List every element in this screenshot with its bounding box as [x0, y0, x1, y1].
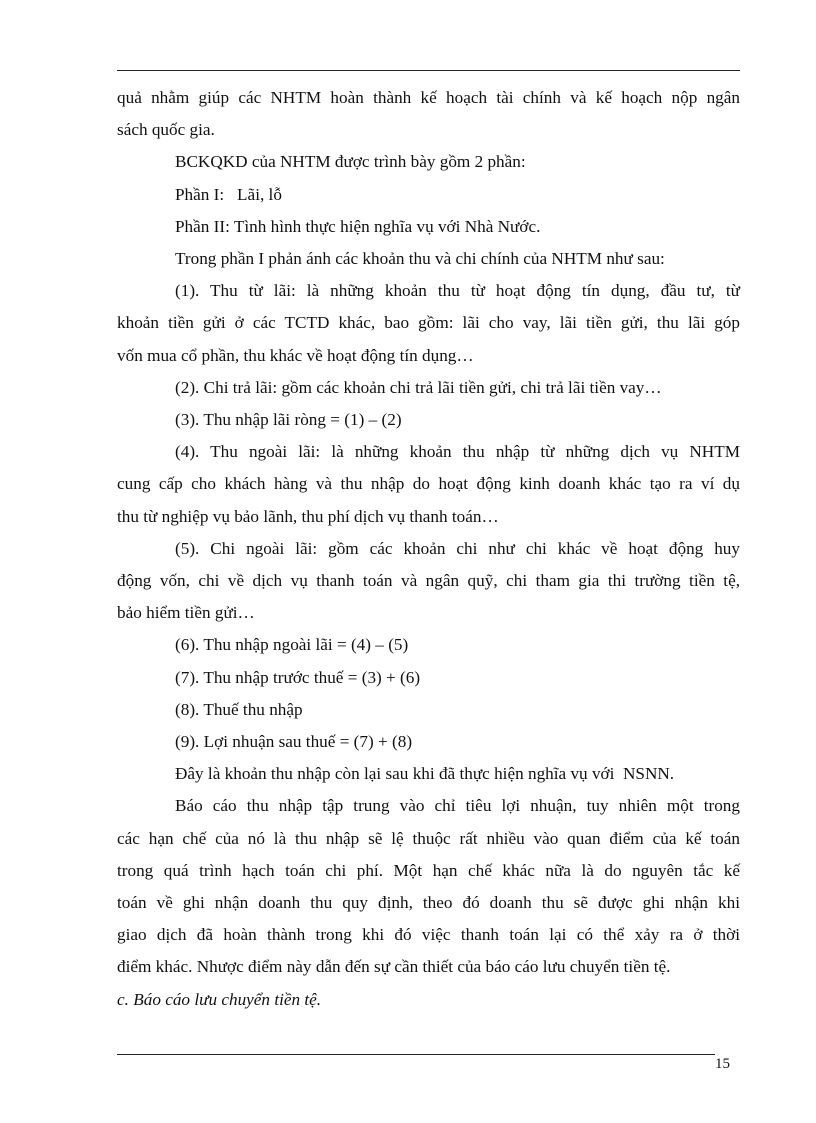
text-line: điểm khác. Nhược điểm này dẫn đến sự cần thiết của báo cáo lưu chuyển tiền tệ. [117, 957, 671, 977]
text-line: Phần I: Lãi, lỗ [175, 184, 282, 204]
text-line: Báo cáo thu nhập tập trung vào chỉ tiêu lợi nhuận, tuy nhiên một trong [175, 796, 740, 816]
text-line: Trong phần I phản ánh các khoản thu và chi chính của NHTM như sau: [175, 249, 665, 269]
text-line: động vốn, chi về dịch vụ thanh toán và ngân quỹ, chi tham gia thi trường tiền tệ, [117, 571, 740, 591]
text-line: cung cấp cho khách hàng và thu nhập do hoạt động kinh doanh khác tạo ra ví dụ [117, 474, 740, 494]
section-heading: c. Báo cáo lưu chuyển tiền tệ. [117, 989, 322, 1009]
text-line: giao dịch đã hoàn thành trong khi đó việc thanh toán lại có thể xảy ra ở thời [117, 925, 740, 945]
text-line: (6). Thu nhập ngoài lãi = (4) – (5) [175, 635, 409, 655]
page-body [117, 82, 740, 1016]
text-line: các hạn chế của nó là thu nhập sẽ lệ thuộc rất nhiều vào quan điểm của kế toán [117, 828, 740, 848]
text-line: (1). Thu từ lãi: là những khoản thu từ hoạt động tín dụng, đầu tư, từ [175, 281, 740, 301]
text-line: khoản tiền gửi ở các TCTD khác, bao gồm: lãi cho vay, lãi tiền gửi, thu lãi góp [117, 313, 740, 333]
text-line: (5). Chi ngoài lãi: gồm các khoản chi như chi khác về hoạt động huy [175, 538, 740, 558]
text-line: (7). Thu nhập trước thuế = (3) + (6) [175, 667, 421, 687]
text-line: vốn mua cổ phần, thu khác về hoạt động tín dụng… [117, 345, 474, 365]
text-line: thu từ nghiệp vụ bảo lãnh, thu phí dịch vụ thanh toán… [117, 506, 499, 526]
text-line: (3). Thu nhập lãi ròng = (1) – (2) [175, 410, 402, 430]
text-line: (4). Thu ngoài lãi: là những khoản thu nhập từ những dịch vụ NHTM [175, 442, 740, 462]
text-line: toán về ghi nhận doanh thu quy định, theo đó doanh thu sẽ được ghi nhận khi [117, 893, 740, 913]
text-line: bảo hiểm tiền gửi… [117, 603, 255, 623]
text-line: quả nhằm giúp các NHTM hoàn thành kế hoạch tài chính và kế hoạch nộp ngân [117, 88, 740, 107]
text-line: (8). Thuế thu nhập [175, 699, 303, 719]
page-number: 15 [715, 1056, 730, 1072]
text-line: Đây là khoản thu nhập còn lại sau khi đã thực hiện nghĩa vụ với NSNN. [175, 764, 675, 784]
text-line: trong quá trình hạch toán chi phí. Một hạn chế khác nữa là do nguyên tắc kế [117, 860, 740, 880]
header-rule [117, 70, 740, 71]
text-line: (2). Chi trả lãi: gồm các khoản chi trả lãi tiền gửi, chi trả lãi tiền vay… [175, 377, 662, 397]
text-line: Phần II: Tình hình thực hiện nghĩa vụ với Nhà Nước. [175, 216, 541, 236]
text-line: BCKQKD của NHTM được trình bày gồm 2 phần: [175, 152, 526, 172]
text-line: (9). Lợi nhuận sau thuế = (7) + (8) [175, 732, 413, 752]
text-line: sách quốc gia. [117, 120, 215, 140]
footer-rule [117, 1054, 715, 1055]
